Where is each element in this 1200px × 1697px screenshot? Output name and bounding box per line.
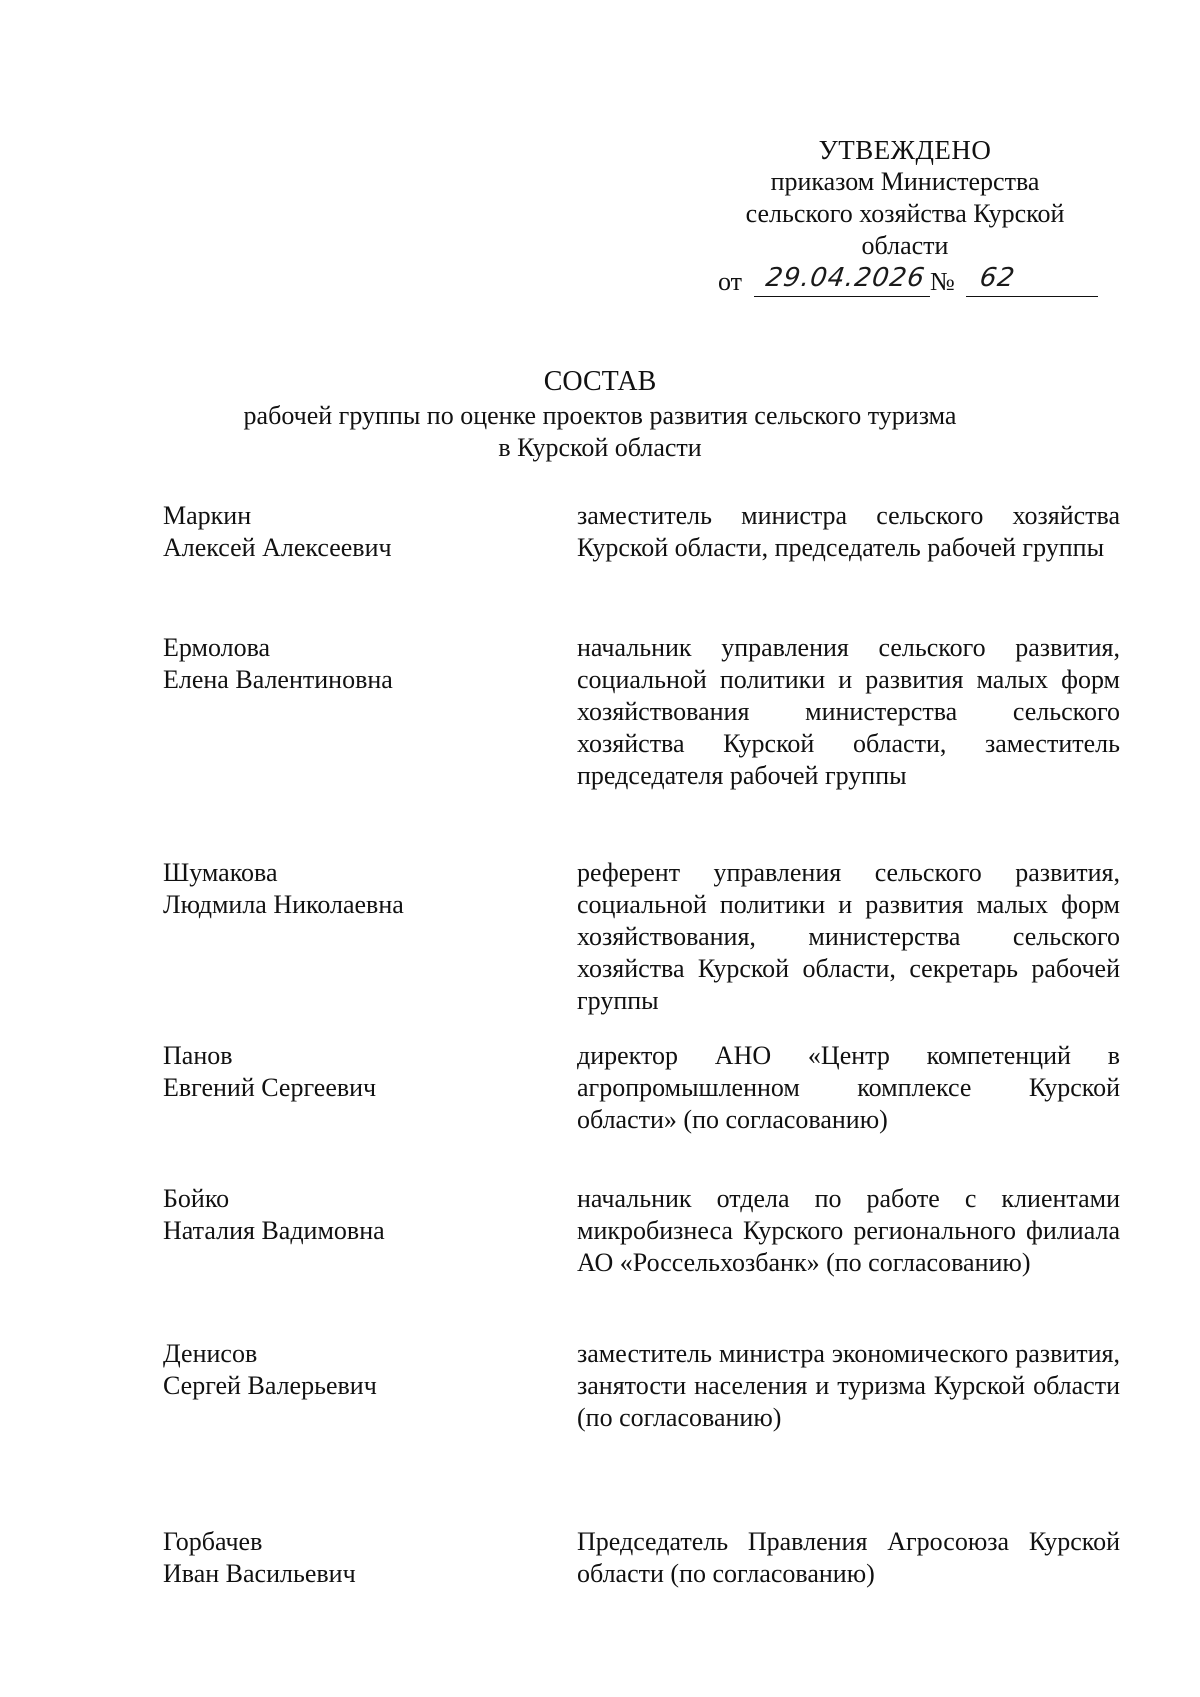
member-given-names: Людмила Николаевна <box>163 890 404 919</box>
member-name <box>163 632 543 696</box>
document-subtitle-line: рабочей группы по оценке проектов развития сельского туризма <box>243 401 957 430</box>
document-subtitle-line: в Курской области <box>498 433 702 462</box>
member-given-names: Иван Васильевич <box>163 1559 356 1588</box>
from-label: от <box>718 267 743 296</box>
member-role: заместитель министра экономического развития, занятости населения и туризма Курской области (по согласованию) <box>577 1339 1120 1432</box>
handwritten-date: 29.04.2026 <box>763 263 927 293</box>
document-title: СОСТАВ <box>543 366 657 397</box>
member-name <box>163 1040 543 1104</box>
member-name <box>163 500 543 564</box>
handwritten-number: 62 <box>977 263 1018 293</box>
member-role: директор АНО «Центр компетенций в агропромышленном комплексе Курской области» (по согласованию) <box>577 1041 1120 1134</box>
member-role: референт управления сельского развития, социальной политики и развития малых форм хозяйствования, министерства сельского хозяйства Курской области, секретарь рабочей группы <box>577 858 1120 1015</box>
member-surname: Бойко <box>163 1184 230 1213</box>
member-surname: Ермолова <box>163 633 271 662</box>
member-role: заместитель министра сельского хозяйства Курской области, председатель рабочей группы <box>577 501 1120 562</box>
member-role: начальник отдела по работе с клиентами микробизнеса Курского регионального филиала АО «Россельхозбанк» (по согласованию) <box>577 1184 1120 1277</box>
member-role: начальник управления сельского развития, социальной политики и развития малых форм хозяйствования министерства сельского хозяйства Курской области, заместитель председателя рабочей группы <box>577 633 1120 790</box>
approval-title: УТВЕЖДЕНО <box>818 135 992 165</box>
member-surname: Денисов <box>163 1339 258 1368</box>
date-underline <box>754 296 930 297</box>
member-surname: Шумакова <box>163 858 278 887</box>
member-given-names: Сергей Валерьевич <box>163 1371 377 1400</box>
member-given-names: Алексей Алексеевич <box>163 533 392 562</box>
member-name <box>163 1183 543 1247</box>
approval-date-number <box>718 262 1098 298</box>
member-name <box>163 1526 543 1590</box>
member-name <box>163 1338 543 1402</box>
member-given-names: Елена Валентиновна <box>163 665 393 694</box>
number-underline <box>966 296 1098 297</box>
member-role: Председатель Правления Агросоюза Курской области (по согласованию) <box>577 1527 1120 1588</box>
member-surname: Горбачев <box>163 1527 263 1556</box>
approval-line: области <box>861 231 949 260</box>
approval-block <box>690 134 1120 262</box>
document-heading <box>100 366 1100 464</box>
approval-line: сельского хозяйства Курской <box>745 199 1065 228</box>
member-surname: Панов <box>163 1041 233 1070</box>
member-given-names: Наталия Вадимовна <box>163 1216 385 1245</box>
member-name <box>163 857 543 921</box>
number-label: № <box>930 267 955 296</box>
member-surname: Маркин <box>163 501 252 530</box>
member-given-names: Евгений Сергеевич <box>163 1073 377 1102</box>
approval-line: приказом Министерства <box>770 167 1040 196</box>
